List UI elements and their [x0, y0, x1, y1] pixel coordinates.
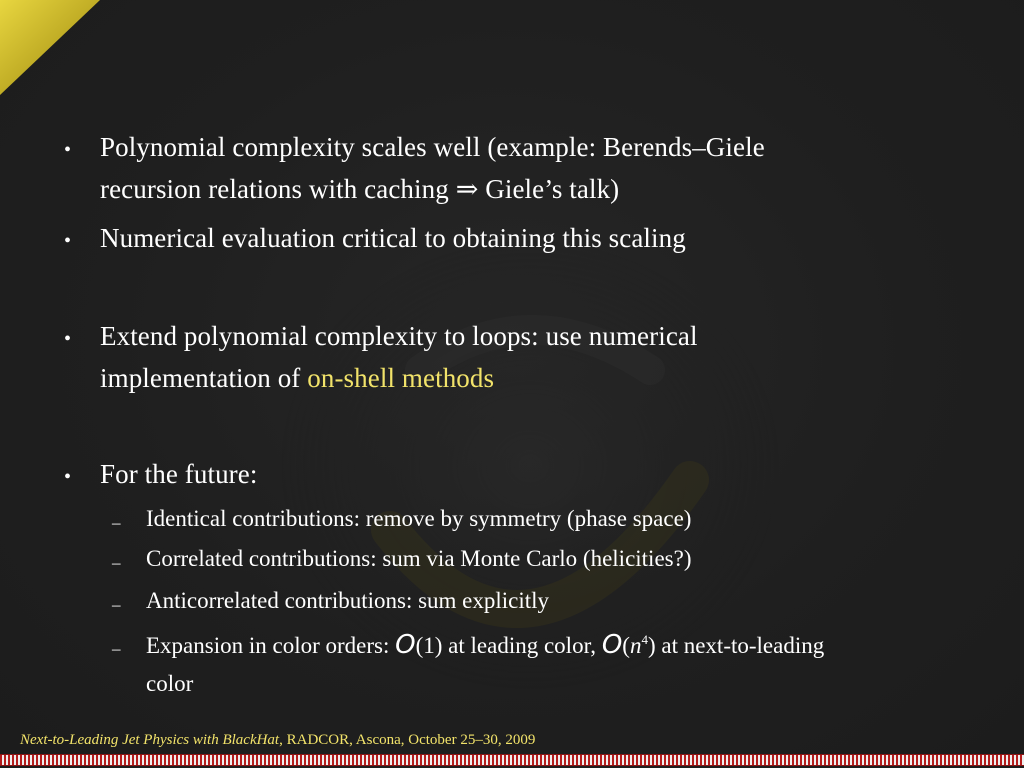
slide-footer [20, 732, 535, 749]
subbullet-3-text: Anticorrelated contributions: sum explicitly [146, 588, 550, 613]
bullet-1-line2b: Giele’s talk) [478, 174, 620, 204]
bullet-1-line1: Polynomial complexity scales well (example: Berends–Giele [100, 132, 765, 162]
expansion-suffix: at next-to-leading [655, 633, 825, 658]
on-shell-methods-highlight: on-shell methods [307, 363, 495, 393]
dash-marker: – [112, 639, 121, 658]
bullet-marker: • [64, 328, 72, 350]
bullet-3-line1: Extend polynomial complexity to loops: use numerical [100, 321, 698, 351]
dash-marker: – [112, 595, 121, 614]
expansion-line2: color [146, 671, 194, 696]
implies-arrow: ⇒ [455, 174, 479, 204]
bullet-4-text: For the future: [100, 459, 258, 489]
subbullet-1-text: Identical contributions: remove by symmetry (phase space) [146, 506, 692, 531]
expansion-prefix: Expansion in color orders: [146, 633, 396, 658]
footer-talk-title: Next-to-Leading Jet Physics with BlackHat [20, 732, 280, 748]
bullet-marker: • [64, 466, 72, 488]
n-variable: n [629, 633, 642, 658]
bullet-1-text [100, 126, 980, 210]
bullet-2-text: Numerical evaluation critical to obtaining this scaling [100, 223, 686, 253]
dash-marker: – [112, 513, 121, 532]
paren-close: ) [647, 633, 656, 658]
bullet-3-line2: implementation of [100, 363, 308, 393]
bullet-1-line2a: recursion relations with caching [100, 174, 456, 204]
big-o-symbol: O [395, 630, 416, 660]
big-o-symbol: O [601, 630, 623, 660]
footer-venue: , RADCOR, Ascona, October 25–30, 2009 [279, 732, 536, 748]
bullet-marker: • [64, 230, 72, 252]
subbullet-4-text [146, 626, 986, 703]
subbullet-2-text: Correlated contributions: sum via Monte Carlo (helicities?) [146, 546, 692, 571]
bullet-3-text [100, 315, 980, 399]
expansion-arg1: (1) [415, 633, 443, 658]
exponent: 4 [641, 632, 648, 647]
dash-marker: – [112, 553, 121, 572]
bullet-marker: • [64, 139, 72, 161]
paren-open: ( [622, 633, 630, 658]
expansion-mid: at leading color, [442, 633, 602, 658]
bottom-decorative-stripe [0, 754, 1024, 766]
